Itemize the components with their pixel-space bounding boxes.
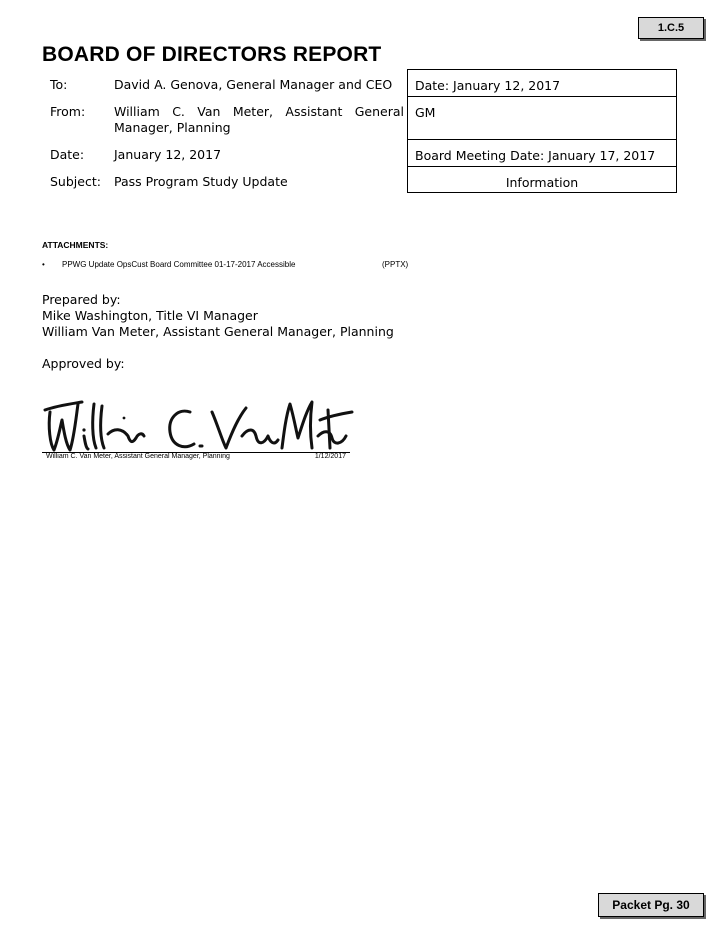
from-value: William C. Van Meter, Assistant General Manager, Planning bbox=[114, 104, 404, 135]
to-row bbox=[42, 77, 407, 93]
subject-value: Pass Program Study Update bbox=[114, 174, 288, 189]
right-type-cell bbox=[407, 166, 677, 193]
from-label: From: bbox=[50, 104, 86, 119]
packet-page-number: Packet Pg. 30 bbox=[598, 893, 704, 917]
right-date: Date: January 12, 2017 bbox=[415, 78, 561, 93]
handwritten-signature bbox=[42, 392, 354, 456]
to-label: To: bbox=[50, 77, 68, 92]
date-value: January 12, 2017 bbox=[114, 147, 222, 162]
subject-label: Subject: bbox=[50, 174, 101, 189]
attachment-name[interactable]: PPWG Update OpsCust Board Committee 01-17-2017 Accessible bbox=[62, 260, 296, 269]
subject-row bbox=[42, 174, 407, 190]
attachment-type: (PPTX) bbox=[382, 260, 409, 269]
date-label: Date: bbox=[50, 147, 85, 162]
preparer-2: William Van Meter, Assistant General Manager, Planning bbox=[42, 324, 394, 339]
right-date-cell bbox=[407, 69, 677, 96]
date-row bbox=[42, 147, 407, 163]
prepared-by-label: Prepared by: bbox=[42, 292, 121, 307]
attachments-heading: ATTACHMENTS: bbox=[42, 240, 109, 250]
bullet-icon: • bbox=[42, 260, 45, 269]
right-report-type: Information bbox=[505, 175, 579, 190]
right-gm-cell bbox=[407, 96, 677, 139]
right-gm: GM bbox=[415, 105, 436, 120]
right-meeting-cell bbox=[407, 139, 677, 166]
to-value: David A. Genova, General Manager and CEO bbox=[114, 77, 393, 92]
right-meeting-date: Board Meeting Date: January 17, 2017 bbox=[415, 148, 656, 163]
item-tag: 1.C.5 bbox=[638, 17, 704, 39]
signer-name: William C. Van Meter, Assistant General Manager, Planning bbox=[46, 453, 230, 460]
approved-by-label: Approved by: bbox=[42, 356, 125, 371]
preparer-1: Mike Washington, Title VI Manager bbox=[42, 308, 258, 323]
signed-date: 1/12/2017 bbox=[314, 453, 346, 460]
signature-block bbox=[42, 392, 354, 464]
report-title: BOARD OF DIRECTORS REPORT bbox=[42, 43, 382, 66]
from-row bbox=[42, 104, 407, 136]
